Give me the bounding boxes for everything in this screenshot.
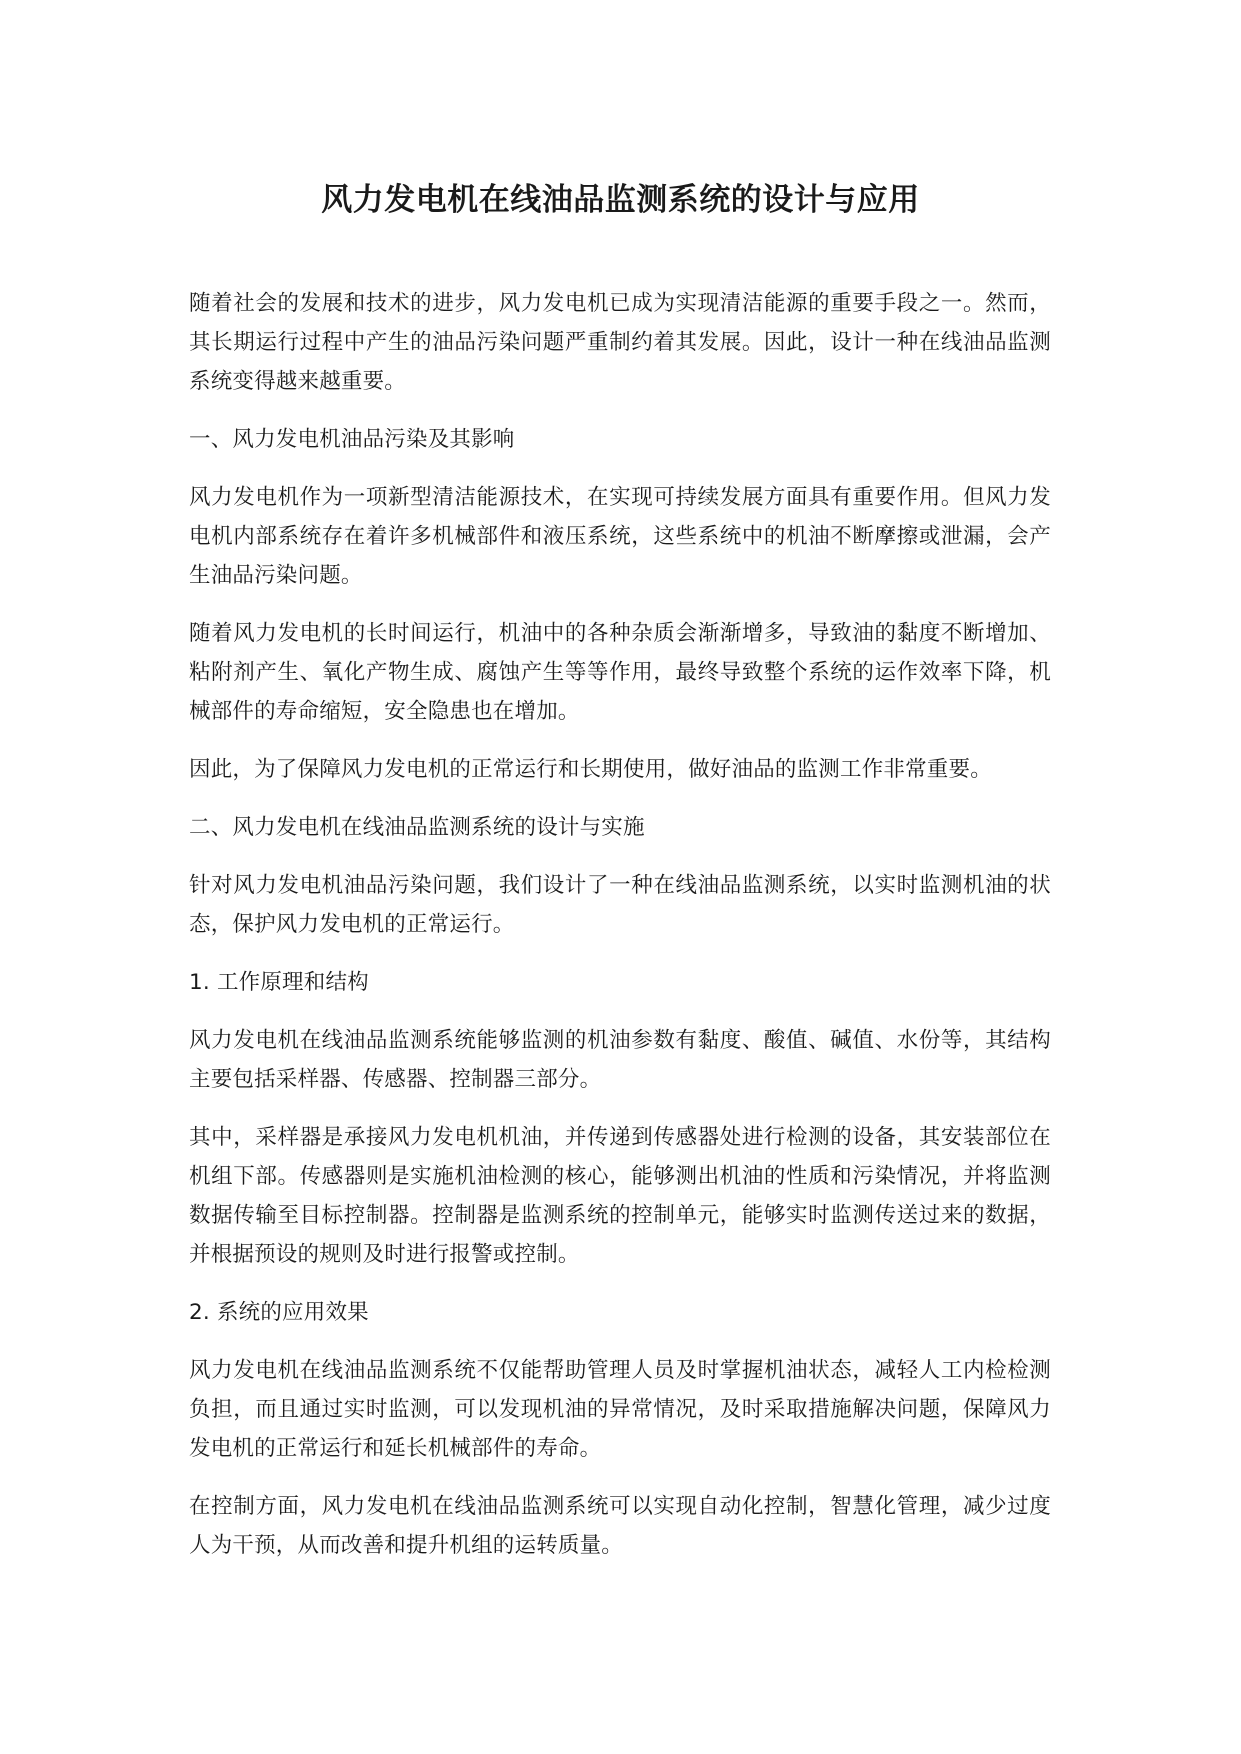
subsection-heading-1: 1. 工作原理和结构	[189, 970, 369, 995]
section-heading-2: 二、风力发电机在线油品监测系统的设计与实施	[189, 815, 645, 840]
paragraph: 其中，采样器是承接风力发电机机油，并传递到传感器处进行检测的设备，其安装部位在机组下部。传感器则是实施机油检测的核心，能够测出机油的性质和污染情况，并将监测数据传输至目标控制器。控制器是监测系统的控制单元，能够实时监测传送过来的数据，并根据预设的规则及时进行报警或控制。	[189, 1125, 1051, 1267]
paragraph: 在控制方面，风力发电机在线油品监测系统可以实现自动化控制，智慧化管理，减少过度人为干预，从而改善和提升机组的运转质量。	[189, 1494, 1051, 1558]
section-heading-1: 一、风力发电机油品污染及其影响	[189, 427, 515, 452]
paragraph: 因此，为了保障风力发电机的正常运行和长期使用，做好油品的监测工作非常重要。	[189, 757, 992, 782]
document-title: 风力发电机在线油品监测系统的设计与应用	[321, 182, 920, 218]
paragraph: 风力发电机作为一项新型清洁能源技术，在实现可持续发展方面具有重要作用。但风力发电机内部系统存在着许多机械部件和液压系统，这些系统中的机油不断摩擦或泄漏，会产生油品污染问题。	[189, 485, 1051, 588]
document-body	[189, 284, 1051, 1584]
paragraph: 风力发电机在线油品监测系统能够监测的机油参数有黏度、酸值、碱值、水份等，其结构主要包括采样器、传感器、控制器三部分。	[189, 1028, 1051, 1092]
paragraph: 随着风力发电机的长时间运行，机油中的各种杂质会渐渐增多，导致油的黏度不断增加、粘附剂产生、氧化产物生成、腐蚀产生等等作用，最终导致整个系统的运作效率下降，机械部件的寿命缩短，安全隐患也在增加。	[189, 621, 1051, 724]
paragraph-intro: 随着社会的发展和技术的进步，风力发电机已成为实现清洁能源的重要手段之一。然而，其长期运行过程中产生的油品污染问题严重制约着其发展。因此，设计一种在线油品监测系统变得越来越重要。	[189, 291, 1051, 394]
paragraph: 风力发电机在线油品监测系统不仅能帮助管理人员及时掌握机油状态，减轻人工内检检测负担，而且通过实时监测，可以发现机油的异常情况，及时采取措施解决问题，保障风力发电机的正常运行和延长机械部件的寿命。	[189, 1358, 1051, 1461]
paragraph: 针对风力发电机油品污染问题，我们设计了一种在线油品监测系统，以实时监测机油的状态，保护风力发电机的正常运行。	[189, 873, 1051, 937]
subsection-heading-2: 2. 系统的应用效果	[189, 1300, 369, 1325]
